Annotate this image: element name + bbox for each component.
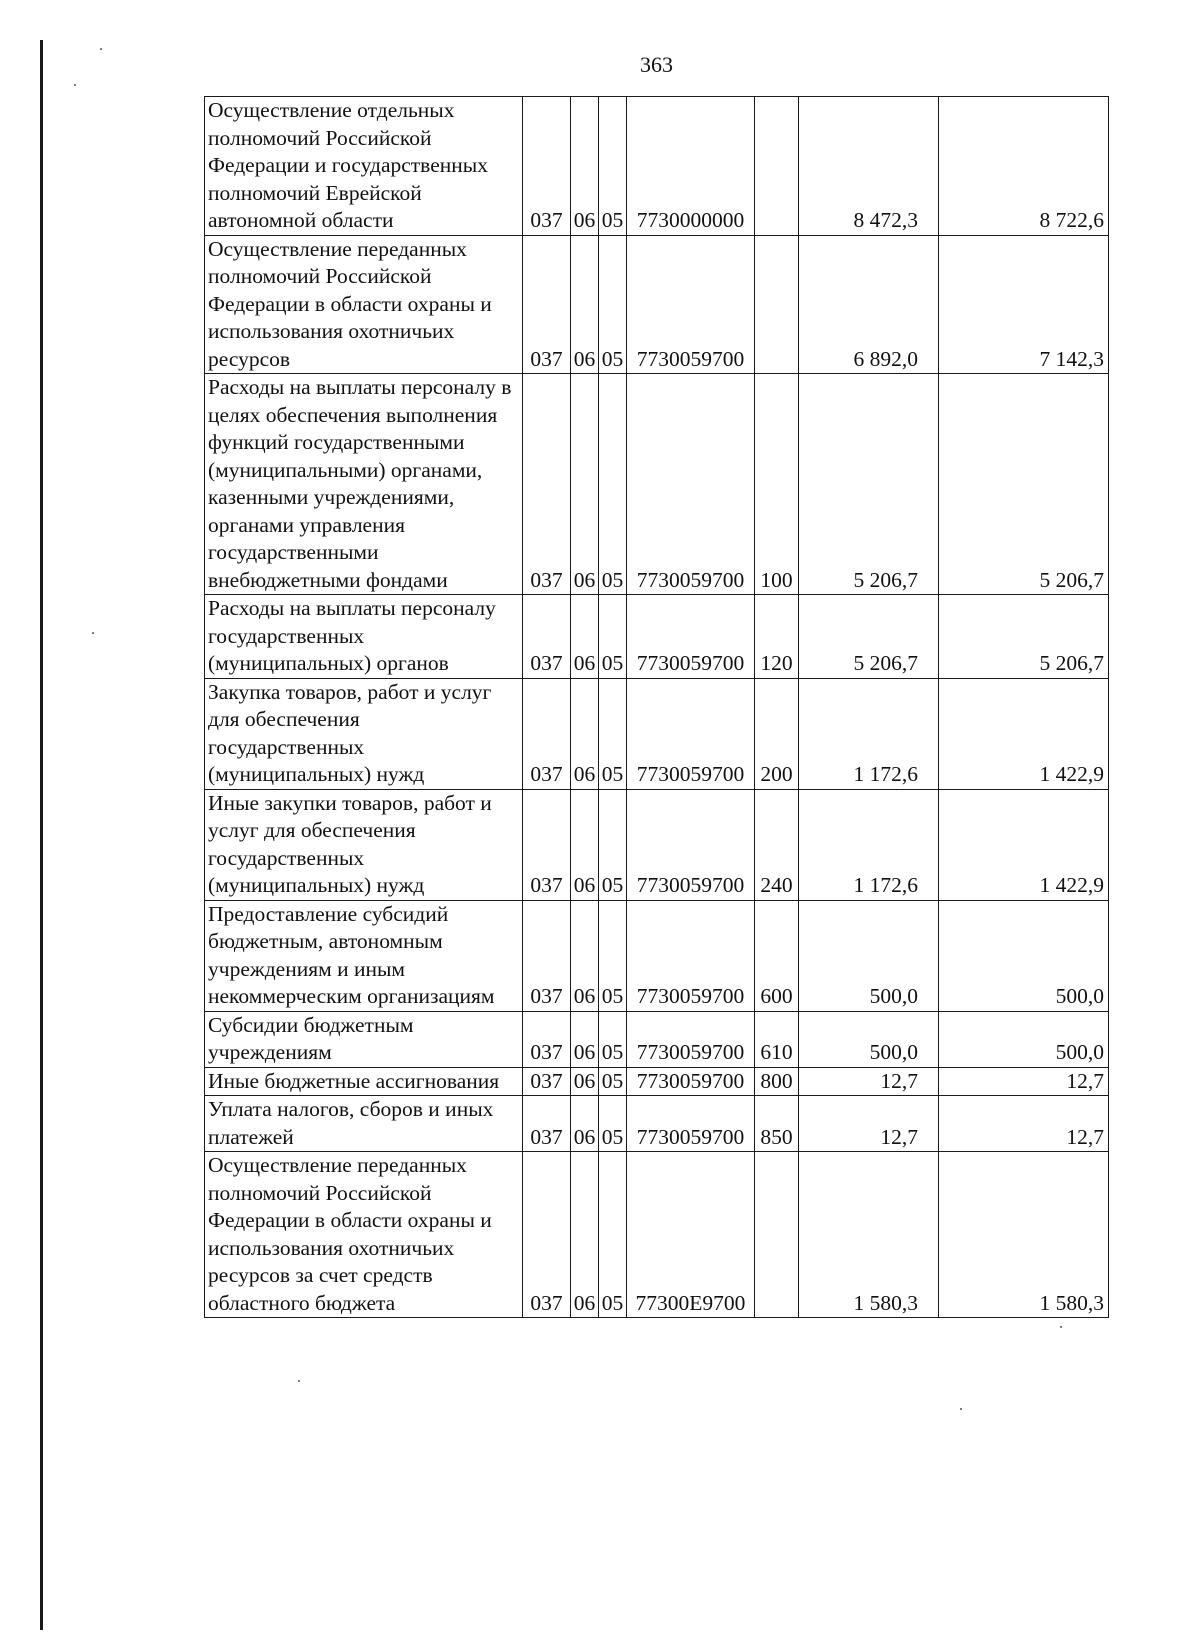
amount-year-1-cell: 8 472,3	[799, 97, 939, 236]
section-code-cell: 06	[571, 595, 599, 679]
subsection-code-cell: 05	[599, 374, 627, 595]
ministry-code-cell: 037	[523, 900, 571, 1011]
scan-speck	[74, 84, 76, 86]
subsection-code-cell: 05	[599, 1011, 627, 1067]
amount-year-2-cell: 5 206,7	[939, 374, 1109, 595]
subsection-code-cell: 05	[599, 595, 627, 679]
amount-year-1-cell: 12,7	[799, 1096, 939, 1152]
section-code-cell: 06	[571, 1011, 599, 1067]
expense-type-cell: 120	[755, 595, 799, 679]
table-row	[205, 678, 1109, 789]
target-article-cell: 7730059700	[627, 374, 755, 595]
amount-year-1-cell: 1 172,6	[799, 789, 939, 900]
amount-year-2-cell: 8 722,6	[939, 97, 1109, 236]
table-row	[205, 1067, 1109, 1096]
amount-year-2-cell: 500,0	[939, 1011, 1109, 1067]
scan-speck	[298, 1380, 300, 1382]
subsection-code-cell: 05	[599, 235, 627, 374]
amount-year-1-cell: 1 580,3	[799, 1152, 939, 1318]
expense-name-cell: Осуществление отдельных полномочий Российской Федерации и государственных полномочий Еврейской автономной области	[205, 97, 523, 236]
ministry-code-cell: 037	[523, 1067, 571, 1096]
amount-year-2-cell: 7 142,3	[939, 235, 1109, 374]
target-article-cell: 7730059700	[627, 678, 755, 789]
target-article-cell: 7730059700	[627, 1096, 755, 1152]
scan-speck	[1060, 1326, 1062, 1328]
section-code-cell: 06	[571, 900, 599, 1011]
section-code-cell: 06	[571, 1096, 599, 1152]
amount-year-1-cell: 500,0	[799, 900, 939, 1011]
binding-edge-line	[40, 40, 43, 1630]
budget-table	[204, 96, 1109, 1318]
table-row	[205, 1152, 1109, 1318]
page-number: 363	[640, 52, 673, 77]
section-code-cell: 06	[571, 789, 599, 900]
amount-year-1-cell: 12,7	[799, 1067, 939, 1096]
amount-year-2-cell: 12,7	[939, 1067, 1109, 1096]
amount-year-2-cell: 1 422,9	[939, 678, 1109, 789]
ministry-code-cell: 037	[523, 1096, 571, 1152]
ministry-code-cell: 037	[523, 97, 571, 236]
subsection-code-cell: 05	[599, 97, 627, 236]
subsection-code-cell: 05	[599, 678, 627, 789]
target-article-cell: 7730059700	[627, 595, 755, 679]
subsection-code-cell: 05	[599, 789, 627, 900]
expense-name-cell: Иные бюджетные ассигнования	[205, 1067, 523, 1096]
expense-name-cell: Предоставление субсидий бюджетным, автономным учреждениям и иным некоммерческим организациям	[205, 900, 523, 1011]
table-row	[205, 1011, 1109, 1067]
section-code-cell: 06	[571, 374, 599, 595]
expense-name-cell: Закупка товаров, работ и услуг для обеспечения государственных (муниципальных) нужд	[205, 678, 523, 789]
expense-name-cell: Осуществление переданных полномочий Российской Федерации в области охраны и использования охотничьих ресурсов	[205, 235, 523, 374]
subsection-code-cell: 05	[599, 1067, 627, 1096]
expense-type-cell	[755, 235, 799, 374]
expense-type-cell	[755, 1152, 799, 1318]
amount-year-2-cell: 1 580,3	[939, 1152, 1109, 1318]
target-article-cell: 7730059700	[627, 1067, 755, 1096]
amount-year-1-cell: 5 206,7	[799, 374, 939, 595]
amount-year-2-cell: 500,0	[939, 900, 1109, 1011]
expense-type-cell: 850	[755, 1096, 799, 1152]
table-row	[205, 97, 1109, 236]
table-row	[205, 789, 1109, 900]
table-row	[205, 374, 1109, 595]
subsection-code-cell: 05	[599, 900, 627, 1011]
expense-name-cell: Расходы на выплаты персоналу в целях обеспечения выполнения функций государственными (муниципальными) органами, казенными учреждениями, органами управления государственными внебюджетными фондами	[205, 374, 523, 595]
ministry-code-cell: 037	[523, 595, 571, 679]
ministry-code-cell: 037	[523, 678, 571, 789]
scan-speck	[960, 1408, 962, 1410]
expense-name-cell: Субсидии бюджетным учреждениям	[205, 1011, 523, 1067]
table-row	[205, 235, 1109, 374]
expense-type-cell: 610	[755, 1011, 799, 1067]
target-article-cell: 7730000000	[627, 97, 755, 236]
scan-speck	[100, 48, 102, 50]
ministry-code-cell: 037	[523, 1011, 571, 1067]
amount-year-2-cell: 1 422,9	[939, 789, 1109, 900]
section-code-cell: 06	[571, 678, 599, 789]
amount-year-1-cell: 5 206,7	[799, 595, 939, 679]
expense-type-cell: 800	[755, 1067, 799, 1096]
budget-table-body	[205, 97, 1109, 1318]
amount-year-1-cell: 500,0	[799, 1011, 939, 1067]
expense-type-cell: 100	[755, 374, 799, 595]
expense-type-cell: 200	[755, 678, 799, 789]
scan-speck	[92, 632, 94, 634]
amount-year-2-cell: 12,7	[939, 1096, 1109, 1152]
expense-type-cell: 600	[755, 900, 799, 1011]
expense-name-cell: Иные закупки товаров, работ и услуг для обеспечения государственных (муниципальных) нужд	[205, 789, 523, 900]
ministry-code-cell: 037	[523, 789, 571, 900]
section-code-cell: 06	[571, 1152, 599, 1318]
ministry-code-cell: 037	[523, 1152, 571, 1318]
expense-type-cell	[755, 97, 799, 236]
expense-name-cell: Осуществление переданных полномочий Российской Федерации в области охраны и использования охотничьих ресурсов за счет средств областного бюджета	[205, 1152, 523, 1318]
table-row	[205, 1096, 1109, 1152]
amount-year-1-cell: 6 892,0	[799, 235, 939, 374]
section-code-cell: 06	[571, 97, 599, 236]
target-article-cell: 7730059700	[627, 1011, 755, 1067]
expense-name-cell: Расходы на выплаты персоналу государственных (муниципальных) органов	[205, 595, 523, 679]
ministry-code-cell: 037	[523, 374, 571, 595]
ministry-code-cell: 037	[523, 235, 571, 374]
target-article-cell: 7730059700	[627, 235, 755, 374]
section-code-cell: 06	[571, 235, 599, 374]
table-row	[205, 900, 1109, 1011]
subsection-code-cell: 05	[599, 1152, 627, 1318]
expense-name-cell: Уплата налогов, сборов и иных платежей	[205, 1096, 523, 1152]
subsection-code-cell: 05	[599, 1096, 627, 1152]
section-code-cell: 06	[571, 1067, 599, 1096]
amount-year-1-cell: 1 172,6	[799, 678, 939, 789]
target-article-cell: 7730059700	[627, 900, 755, 1011]
target-article-cell: 77300Е9700	[627, 1152, 755, 1318]
expense-type-cell: 240	[755, 789, 799, 900]
table-row	[205, 595, 1109, 679]
amount-year-2-cell: 5 206,7	[939, 595, 1109, 679]
target-article-cell: 7730059700	[627, 789, 755, 900]
